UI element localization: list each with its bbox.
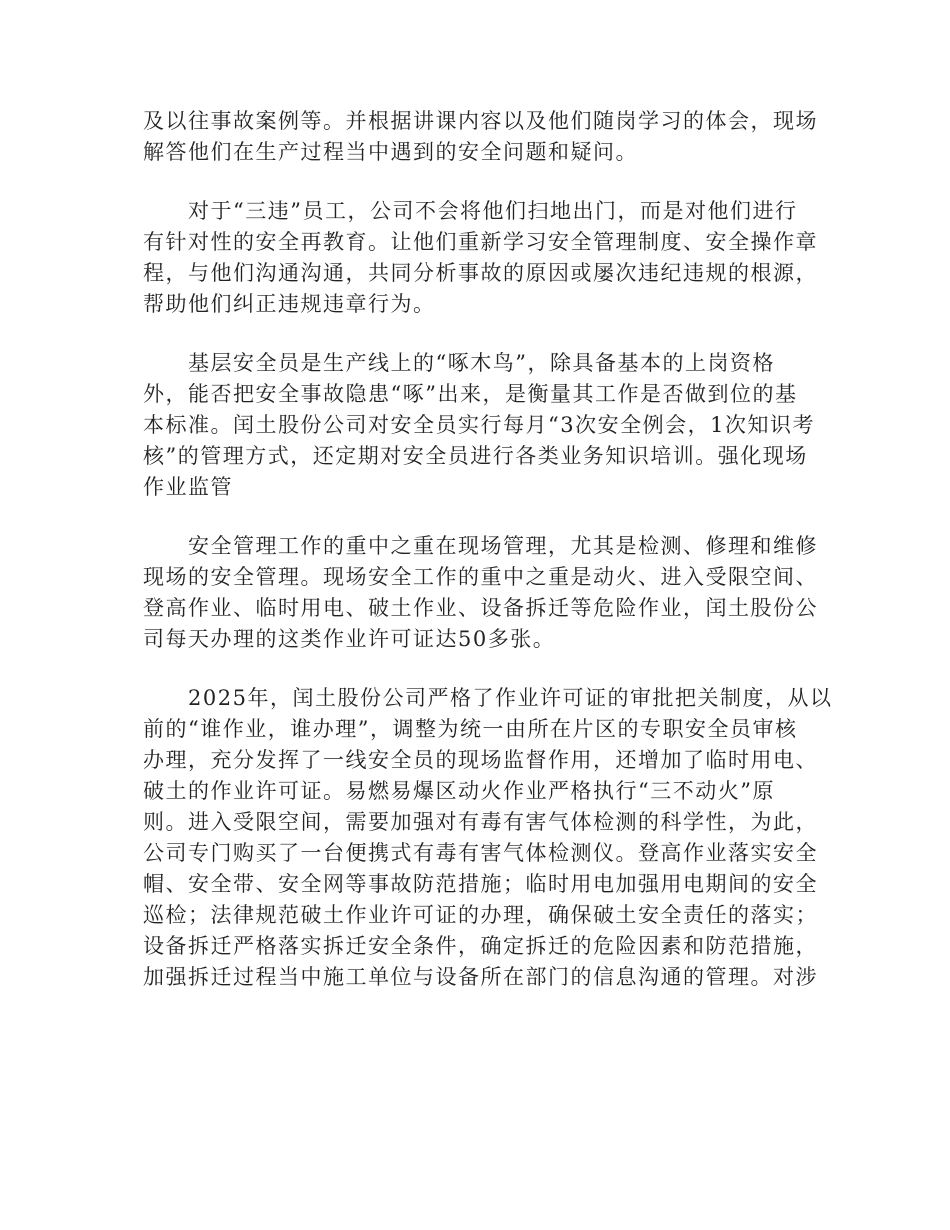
text-line: 破土的作业许可证。易燃易爆区动火作业严格执行“三不动火”原 [143,779,775,803]
text-line: 及以往事故案例等。并根据讲课内容以及他们随岗学习的体会，现场 [143,109,818,133]
text-line: 加强拆迁过程当中施工单位与设备所在部门的信息沟通的管理。对涉 [143,965,818,989]
paragraph-spacer [143,320,803,348]
paragraph-spacer [143,655,803,683]
text-line: 有针对性的安全再教育。让他们重新学习安全管理制度、安全操作章 [143,230,818,254]
text-line: 2025年，闰土股份公司严格了作业许可证的审批把关制度，从以 [143,686,833,710]
body-text [143,106,833,993]
text-line: 帽、安全带、安全网等事故防范措施；临时用电加强用电期间的安全 [143,872,818,896]
paragraph-1 [143,106,818,168]
text-line: 解答他们在生产过程当中遇到的安全问题和疑问。 [143,140,638,164]
text-line: 基层安全员是生产线上的“啄木鸟”，除具备基本的上岗资格 [143,351,775,375]
text-line: 公司专门购买了一台便携式有毒有害气体检测仪。登高作业落实安全 [143,841,818,865]
text-line: 巡检；法律规范破土作业许可证的办理，确保破土安全责任的落实； [143,903,818,927]
text-line: 登高作业、临时用电、破土作业、设备拆迁等危险作业，闰土股份公 [143,596,818,620]
text-line: 则。进入受限空间，需要加强对有毒有害气体检测的科学性，为此， [143,810,818,834]
text-line: 现场的安全管理。现场安全工作的重中之重是动火、进入受限空间、 [143,565,818,589]
text-line: 外，能否把安全事故隐患“啄”出来，是衡量其工作是否做到位的基 [143,382,798,406]
paragraph-spacer [143,503,803,531]
text-line: 前的“谁作业，谁办理”，调整为统一由所在片区的专职安全员审核 [143,717,798,741]
text-line: 作业监管 [143,475,233,499]
text-line: 本标准。闰土股份公司对安全员实行每月“3次安全例会，1次知识考 [143,413,815,437]
paragraph-5 [143,683,833,993]
text-line: 对于“三违”员工，公司不会将他们扫地出门，而是对他们进行 [143,199,798,223]
paragraph-4 [143,531,818,655]
text-line: 程，与他们沟通沟通，共同分析事故的原因或屡次违纪违规的根源， [143,261,818,285]
text-line: 帮助他们纠正违规违章行为。 [143,292,436,316]
text-line: 司每天办理的这类作业许可证达50多张。 [143,627,556,651]
text-line: 核”的管理方式，还定期对安全员进行各类业务知识培训。强化现场 [143,444,808,468]
text-line: 安全管理工作的重中之重在现场管理，尤其是检测、修理和维修 [143,534,818,558]
paragraph-2 [143,196,818,320]
text-line: 设备拆迁严格落实拆迁安全条件，确定拆迁的危险因素和防范措施， [143,934,818,958]
paragraph-3 [143,348,815,503]
text-line: 办理，充分发挥了一线安全员的现场监督作用，还增加了临时用电、 [143,748,818,772]
paragraph-spacer [143,168,803,196]
